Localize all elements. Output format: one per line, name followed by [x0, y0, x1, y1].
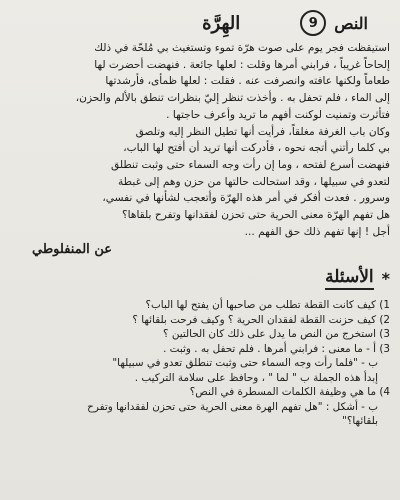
question-line: 4) ما هي وظيفة الكلمات المسطرة في النص؟	[189, 386, 390, 399]
question-line: 2) كيف حزنت القطة لفقدان الحرية ؟ وكيف فرحت بلقائها ؟	[132, 313, 390, 326]
passage-line: إلحاحاً غريباً ، فرابني أمرها وقلت : لعلها جائعة . فنهضت أحضرت لها	[94, 58, 390, 71]
passage-line: استيقظت فجر يوم على صوت هرّة تموء وتستغيث بي مُلحّة في ذلك	[94, 42, 390, 54]
passage-line: فتأثرت وتمنيت لوكنت أفهم ما تريد وأعرف حاجتها .	[166, 108, 390, 121]
passage-line: وكان باب الغرفة مغلقاً، فرأيت أنها تطيل النظر إليه وتلصق	[135, 125, 390, 138]
passage-line: بي كلما رأتني أتجه نحوه ، فأدركت أنها تريد أن أفتح لها الباب،	[123, 142, 390, 155]
passage-line: وسرور . فعدت أفكر في أمر هذه الهرّة وأتعجب لشأنها في نفسي،	[102, 192, 390, 205]
question-line: ب - "فلما رأت وجه السماء حتى وثبت تنطلق تعدو في سبيلها"	[112, 357, 378, 370]
question-line: ب - أشكل : "هل تفهم الهرة معنى الحرية حتى تحزن لفقدانها وتفرح	[87, 400, 378, 413]
passage-line: إلى الماء ، فلم تحفل به . وأخذت تنظر إليّ بنظرات تنطق بالألم والحزن،	[75, 92, 390, 105]
author-attribution: عن المنفلوطي	[32, 242, 112, 258]
passage-line: فنهضت أسرع لفتحه ، وما إن رأت وجه السماء حتى وثبت تنطلق	[111, 158, 390, 171]
question-line: بلقائها؟"	[342, 415, 378, 428]
question-line: 1) كيف كانت القطة تطلب من صاحبها أن يفتح لها الباب؟	[145, 299, 390, 312]
star-icon: *	[381, 269, 390, 289]
passage-body	[10, 40, 390, 240]
passage-line: طعاماً ولكنها عافته وانصرفت عنه . فقلت : لعلها ظمأى، فأرشدتها	[105, 75, 390, 88]
text-number-badge: 9	[300, 10, 326, 36]
passage-line: هل تفهم الهرّة معنى الحرية حتى تحزن لفقدانها وتفرح بلقاها؟	[122, 209, 390, 222]
passage-line: لتعدو في سبيلها ، وقد استحالت حالتها من حزن وهم إلى غبطة	[118, 175, 390, 188]
question-line: إبدأ هذه الجملة ب " لما " ، وحافظ على سلامة التركيب .	[134, 371, 378, 384]
passage-title: الهِرَّة	[202, 12, 241, 34]
text-label: النص	[334, 13, 368, 33]
questions-header	[10, 267, 390, 290]
page-header	[10, 6, 390, 40]
questions-title: الأسئلة	[325, 267, 374, 290]
questions-list	[10, 298, 390, 429]
question-line: 3) أ - ما معنى : فرابني أمرها . فلم تحفل به . وثبت .	[163, 342, 390, 355]
passage-line: أجل ! إنها تفهم ذلك حق الفهم ...	[244, 225, 390, 238]
question-line: 3) استخرج من النص ما يدل على ذلك كان الحالتين ؟	[163, 328, 390, 341]
